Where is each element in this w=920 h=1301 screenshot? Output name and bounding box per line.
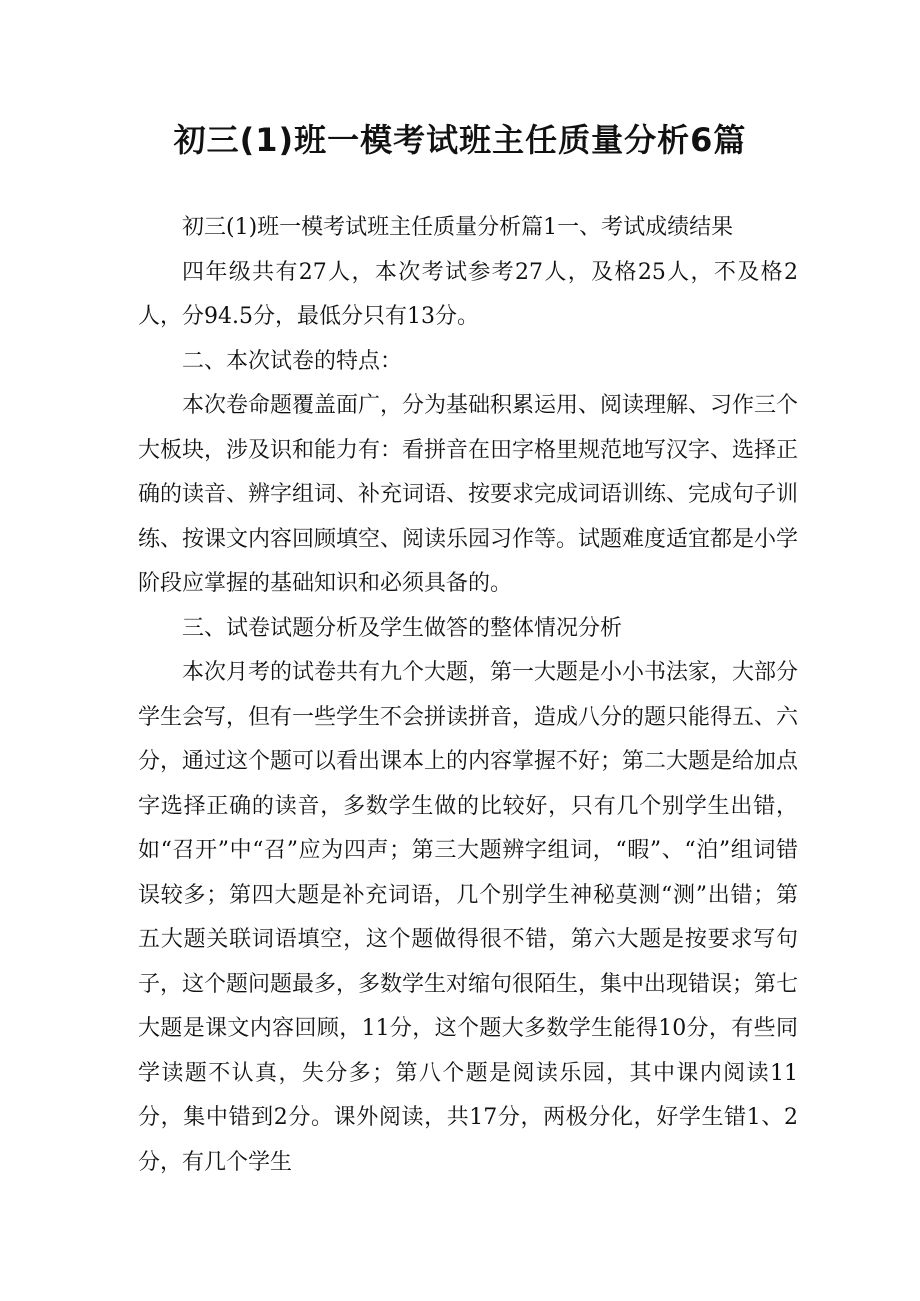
document-title: 初三(1)班一模考试班主任质量分析6篇 <box>173 121 747 159</box>
paragraph-analysis-detail: 本次月考的试卷共有九个大题，第一大题是小小书法家，大部分学生会写，但有一些学生不会拼读拼音，造成八分的题只能得五、六分，通过这个题可以看出课本上的内容掌握不好；第二大题是给加点字选择正确的读音，多数学生做的比较好，只有几个别学生出错，如“召开”中“召”应为四声；第三大题辨字组词，“暇”、“泊”组词错误较多；第四大题是补充词语，几个别学生神秘莫测“测”出错；第五大题关联词语填空，这个题做得很不错，第六大题是按要求写句子，这个题问题最多，多数学生对缩句很陌生，集中出现错误；第七大题是课文内容回顾，11分，这个题大多数学生能得10分，有些同学读题不认真，失分多；第八个题是阅读乐园，其中课内阅读11分，集中错到2分。课外阅读，共17分，两极分化，好学生错1、2分，有几个学生 <box>138 660 799 1175</box>
paragraph-score-summary: 四年级共有27人，本次考试参考27人，及格25人，不及格2人，分94.5分，最低分只有13分。 <box>138 259 798 329</box>
document-body <box>138 206 798 1185</box>
paragraph-exam-results-heading: 初三(1)班一模考试班主任质量分析篇1一、考试成绩结果 <box>182 215 734 240</box>
paragraph-paper-features-heading: 二、本次试卷的特点： <box>182 348 403 374</box>
paragraph-analysis-heading: 三、试卷试题分析及学生做答的整体情况分析 <box>182 615 623 641</box>
paragraph-paper-features: 本次卷命题覆盖面广，分为基础积累运用、阅读理解、习作三个大板块，涉及识和能力有：看拼音在田字格里规范地写汉字、选择正确的读音、辨字组词、补充词语、按要求完成词语训练、完成句子训练、按课文内容回顾填空、阅读乐园习作等。试题难度适宜都是小学阶段应掌握的基础知识和必须具备的。 <box>138 393 799 596</box>
